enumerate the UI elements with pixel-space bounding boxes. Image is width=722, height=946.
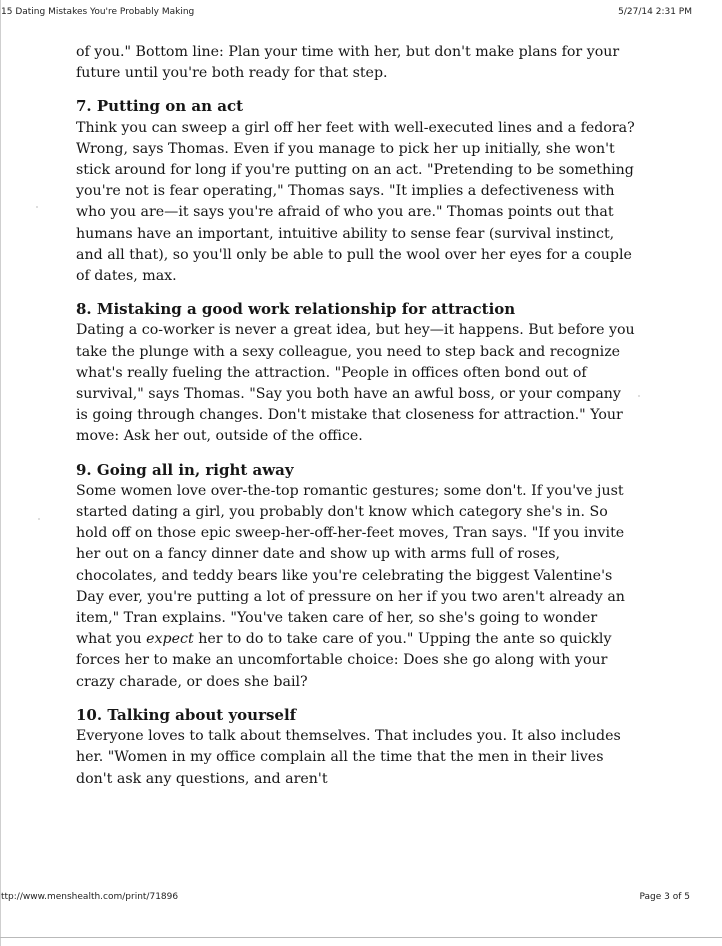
section-heading: 10. Talking about yourself: [76, 705, 297, 724]
print-footer: [0, 892, 722, 906]
section-heading: 7. Putting on an act: [76, 97, 243, 116]
section-body: Think you can sweep a girl off her feet with well-executed lines and a fedora? Wrong, says Thomas. Even if you manage to pick her up initially, she won't stick around for long if you're putting on an act. "Pretending to be something you're not is fear operating," Thomas says. "It implies a defectiveness with who you are—it says you're afraid of who you are." Thomas points out that humans have an important, intuitive ability to sense fear (survival instinct, and all that), so you'll only be able to pull the wool over her eyes for a couple of dates, max.: [76, 119, 635, 285]
scan-bottom-edge: [0, 937, 722, 938]
section-body: [76, 481, 636, 693]
scan-speck: [38, 518, 40, 520]
scan-speck: [36, 206, 38, 208]
section-heading: 9. Going all in, right away: [76, 460, 294, 479]
section-heading: 8. Mistaking a good work relationship for attraction: [76, 300, 516, 319]
section-body: Dating a co-worker is never a great idea, but hey—it happens. But before you take the plunge with a sexy colleague, you need to step back and recognize what's really fueling the attraction. "People in offices often bond out of survival," says Thomas. "Say you both have an awful boss, or your company is going through changes. Don't mistake that closeness for attraction." Your move: Ask her out, outside of the office.: [76, 322, 635, 445]
footer-url: ttp://www.menshealth.com/print/71896: [1, 892, 179, 902]
section-7: [76, 96, 636, 287]
section-9: [76, 460, 636, 693]
section-8: [76, 299, 636, 447]
section-body: Everyone loves to talk about themselves. That includes you. It also includes her. "Women in my office complain all the time that the men in their lives don't ask any questions, and aren't: [76, 728, 621, 787]
section-body-part: Some women love over-the-top romantic gestures; some don't. If you've just started dating a girl, you probably don't know which category she's in. So hold off on those epic sweep-her-off-her-feet moves, Tran says. "If you invite her out on a fancy dinner date and show up with arms full of roses, chocolates, and teddy bears like you're celebrating the biggest Valentine's Day ever, you're putting a lot of pressure on her if you two aren't already an item," Tran explains. "You've taken care of her, so she's going to wonder what you: [76, 482, 625, 648]
scan-speck: [638, 395, 640, 397]
intro-paragraph: of you." Bottom line: Plan your time with her, but don't make plans for your future until you're both ready for that step.: [76, 44, 620, 82]
footer-page-number: Page 3 of 5: [639, 892, 690, 902]
section-body-part: her to do to take care of you." Upping the ante so quickly forces her to make an uncomfortable choice: Does she go along with your crazy charade, or does she bail?: [76, 631, 612, 690]
print-header: [0, 7, 722, 21]
header-title: 15 Dating Mistakes You're Probably Making: [1, 7, 195, 17]
scan-edge: [0, 0, 1, 946]
section-10: [76, 705, 636, 790]
emphasis-text: expect: [146, 631, 194, 648]
header-timestamp: 5/27/14 2:31 PM: [618, 7, 692, 17]
article-body: [76, 42, 636, 790]
